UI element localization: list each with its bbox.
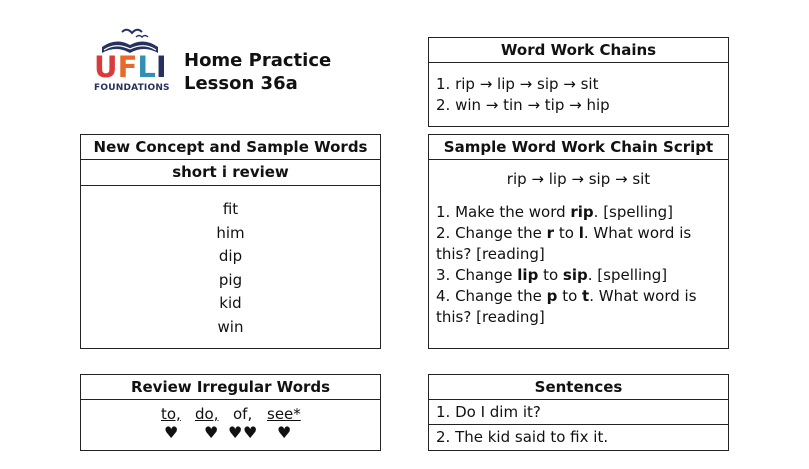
logo-letter-u: U xyxy=(94,50,118,84)
irregular-word: see* xyxy=(267,405,301,423)
concept-subtitle: short i review xyxy=(81,160,380,186)
logo-letters xyxy=(94,52,166,82)
sample-word: kid xyxy=(219,294,242,312)
irregular-word: of, xyxy=(233,405,253,423)
logo-subtitle: FOUNDATIONS xyxy=(94,83,170,93)
irregular-words-box xyxy=(80,374,381,451)
chain-script-box xyxy=(428,134,729,349)
heart-icon: ♥ xyxy=(277,423,292,442)
script-step-3: 3. Change lip to sip. [spelling] xyxy=(436,266,668,284)
lesson-number: Lesson 36a xyxy=(184,73,298,94)
heart-icon: ♥ xyxy=(164,423,179,442)
script-step-2: 2. Change the r to l. What word is this? [reading] xyxy=(436,224,692,263)
new-concept-box xyxy=(80,134,381,349)
new-concept-title: New Concept and Sample Words xyxy=(81,135,380,160)
sample-word: win xyxy=(217,317,244,336)
heart-icon: ♥ xyxy=(204,423,219,442)
script-chain: rip → lip → sip → sit xyxy=(506,170,651,188)
irregular-words-title: Review Irregular Words xyxy=(81,375,380,400)
sample-word: pig xyxy=(218,270,243,289)
sentence: 1. Do I dim it? xyxy=(429,400,728,425)
sentences-box xyxy=(428,374,729,451)
sample-word: dip xyxy=(218,247,243,265)
script-step-1: 1. Make the word rip. [spelling] xyxy=(436,203,674,221)
heart-icon: ♥ xyxy=(243,423,258,442)
sentences-title: Sentences xyxy=(429,375,728,400)
chain-script-title: Sample Word Work Chain Script xyxy=(429,135,728,160)
sample-word: fit xyxy=(222,200,239,218)
word-work-chains-box xyxy=(428,37,729,127)
logo-letter-i: I xyxy=(155,50,167,84)
irregular-word: do, xyxy=(195,405,219,423)
irregular-word: to, xyxy=(161,405,181,423)
logo-letter-l: L xyxy=(137,50,156,84)
page-title: Home Practice xyxy=(184,50,332,71)
sentence: 2. The kid said to fix it. xyxy=(436,428,609,446)
sample-word: him xyxy=(216,223,245,242)
script-step-4: 4. Change the p to t. What word is this? [reading] xyxy=(436,287,697,326)
heart-icon: ♥ xyxy=(228,423,243,442)
logo-letter-f: F xyxy=(117,50,138,84)
chain-item: 2. win → tin → tip → hip xyxy=(436,96,610,114)
word-work-chains-title: Word Work Chains xyxy=(429,38,728,63)
chain-item: 1. rip → lip → sip → sit xyxy=(436,75,599,93)
